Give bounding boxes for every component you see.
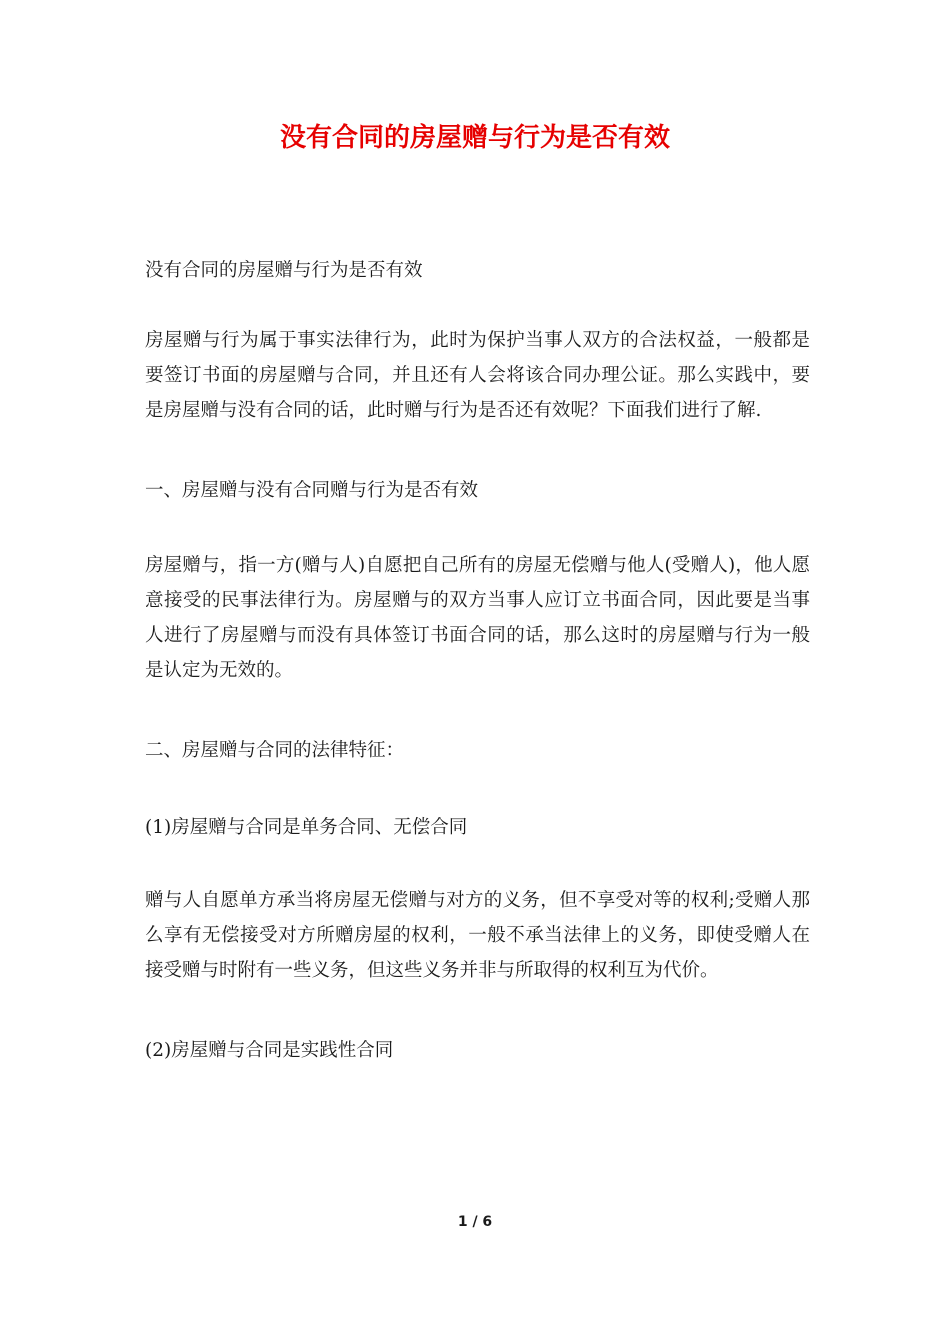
section-1-paragraph: 房屋赠与，指一方(赠与人)自愿把自己所有的房屋无偿赠与他人(受赠人)，他人愿意接受的民事法律行为。房屋赠与的双方当事人应订立书面合同，因此要是当事人进行了房屋赠与而没有具体签订书面合同的话，那么这时的房屋赠与行为一般是认定为无效的。 [145, 555, 810, 681]
subsection-heading-1: (1)房屋赠与合同是单务合同、无偿合同 [145, 817, 468, 838]
subtitle-paragraph: 没有合同的房屋赠与行为是否有效 [145, 260, 423, 281]
page-number: 1 / 6 [457, 1214, 493, 1230]
subsection-1-paragraph: 赠与人自愿单方承当将房屋无偿赠与对方的义务，但不享受对等的权利;受赠人那么享有无偿接受对方所赠房屋的权利，一般不承当法律上的义务，即使受赠人在接受赠与时附有一些义务，但这些义务并非与所取得的权利互为代价。 [145, 890, 810, 981]
intro-paragraph: 房屋赠与行为属于事实法律行为，此时为保护当事人双方的合法权益，一般都是要签订书面的房屋赠与合同，并且还有人会将该合同办理公证。那么实践中，要是房屋赠与没有合同的话，此时赠与行为是否还有效呢？下面我们进行了解. [145, 330, 810, 421]
section-heading-2: 二、房屋赠与合同的法律特征： [145, 740, 405, 761]
section-heading-1: 一、房屋赠与没有合同赠与行为是否有效 [145, 480, 479, 501]
document-title: 没有合同的房屋赠与行为是否有效 [279, 123, 670, 153]
subsection-heading-2: (2)房屋赠与合同是实践性合同 [145, 1040, 394, 1061]
